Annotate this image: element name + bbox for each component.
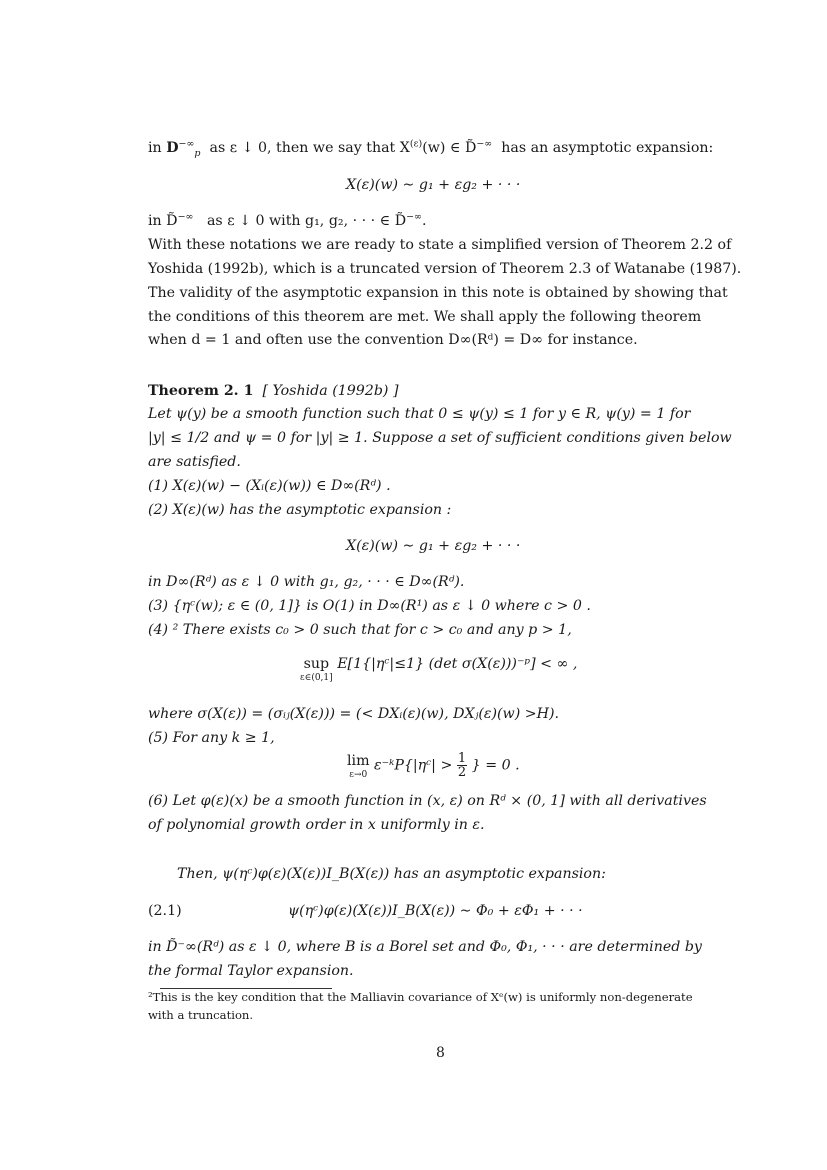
condition-2: (2) X(ε)(w) has the asymptotic expansion :	[148, 502, 452, 518]
para-line-3: The validity of the asymptotic expansion in this note is obtained by showing that	[148, 285, 728, 301]
eq3-body: E[1{|ηᶜ|≤1} (det σ(X(ε)))⁻ᵖ] < ∞ ,	[337, 656, 578, 672]
theorem-line-1: Let ψ(y) be a smooth function such that 0 ≤ ψ(y) ≤ 1 for y ∈ R, ψ(y) = 1 for	[148, 406, 691, 422]
line2-part-b: as ε ↓ 0 with g₁, g₂, · · · ∈ D̃	[206, 213, 407, 229]
condition-6-line-1: (6) Let φ(ε)(x) be a smooth function in (x, ε) on Rᵈ × (0, 1] with all derivatives	[148, 793, 707, 809]
line1-part-d: (w) ∈ D̃	[422, 140, 477, 156]
text-line-2: in D̃−∞ as ε ↓ 0 with g₁, g₂, · · · ∈ D̃−∞.	[148, 211, 427, 229]
para-line-1: With these notations we are ready to state a simplified version of Theorem 2.2 of	[148, 237, 732, 253]
condition-2-continued: in D∞(Rᵈ) as ε ↓ 0 with g₁, g₂, · · · ∈ D∞(Rᵈ).	[148, 574, 465, 590]
para-line-4: the conditions of this theorem are met. We shall apply the following theorem	[148, 309, 702, 325]
text-line-1: in $D^{-\infty}_p$ as ε ↓ 0, then we say that $X^{(\varepsilon)}(w)$ ∈ D̃−∞ has an asymptotic expansion:	[148, 138, 714, 159]
eq4-denominator: 2	[457, 765, 467, 780]
equation-5-label: (2.1)	[148, 903, 182, 919]
para-line-2: Yoshida (1992b), which is a truncated version of Theorem 2.3 of Watanabe (1987).	[148, 261, 742, 277]
condition-6-line-2: of polynomial growth order in x uniformly in ε.	[148, 817, 485, 833]
line1-part-c: as ε ↓ 0, then we say that X	[209, 140, 410, 156]
theorem-line-3: are satisfied.	[148, 454, 241, 470]
equation-4	[347, 752, 520, 780]
condition-4: (4) ² There exists c₀ > 0 such that for c > c₀ and any p > 1,	[148, 622, 572, 638]
eq4-lim-operator: lim	[347, 753, 370, 769]
eq3-sup-subscript: ε∈(0,1]	[300, 673, 333, 683]
conclusion-line: Then, ψ(ηᶜ)φ(ε)(X(ε))I_B(X(ε)) has an asymptotic expansion:	[177, 866, 606, 882]
condition-4-where: where σ(X(ε)) = (σᵢⱼ(X(ε))) = (< DXᵢ(ε)(w), DXⱼ(ε)(w) >H).	[148, 706, 560, 722]
eq4-part-b: } = 0 .	[471, 757, 520, 774]
page-number: 8	[436, 1045, 445, 1061]
footnote-line-1: ²This is the key condition that the Malliavin covariance of Xᵉ(w) is uniformly non-degenerate	[148, 990, 693, 1004]
equation-2: X(ε)(w) ∼ g₁ + εg₂ + · · ·	[346, 538, 521, 554]
line2-part-a: in D̃	[148, 213, 178, 229]
condition-5: (5) For any k ≥ 1,	[148, 730, 275, 746]
para-line-5: when d = 1 and often use the convention D∞(Rᵈ) = D∞ for instance.	[148, 332, 638, 348]
condition-3: (3) {ηᶜ(w); ε ∈ (0, 1]} is O(1) in D∞(R¹) as ε ↓ 0 where c > 0 .	[148, 598, 591, 614]
eq4-part-a: ε⁻ᵏP{|ηᶜ| >	[374, 757, 453, 774]
footnote-line-2: with a truncation.	[148, 1008, 254, 1022]
line1-space-symbol: D	[166, 140, 179, 156]
theorem-line-2: |y| ≤ 1/2 and ψ = 0 for |y| ≥ 1. Suppose a set of sufficient conditions given below	[148, 430, 732, 446]
eq3-sup-operator: sup	[303, 656, 330, 672]
line1-part-e: has an asymptotic expansion:	[501, 140, 714, 156]
theorem-reference: [ Yoshida (1992b) ]	[262, 383, 399, 399]
equation-1: X(ε)(w) ∼ g₁ + εg₂ + · · ·	[346, 177, 521, 193]
eq4-fraction	[457, 752, 467, 779]
footnote-rule	[160, 988, 332, 989]
eq4-lim-subscript: ε→0	[349, 770, 368, 780]
theorem-title: Theorem 2. 1	[148, 383, 254, 399]
ending-line-1: in D̃⁻∞(Rᵈ) as ε ↓ 0, where B is a Borel set and Φ₀, Φ₁, · · · are determined by	[148, 939, 702, 955]
equation-5: ψ(ηᶜ)φ(ε)(X(ε))I_B(X(ε)) ∼ Φ₀ + εΦ₁ + · · ·	[288, 903, 583, 919]
ending-line-2: the formal Taylor expansion.	[148, 963, 354, 979]
theorem-heading	[148, 382, 399, 400]
line1-part-a: in	[148, 140, 167, 156]
eq4-numerator: 1	[457, 751, 467, 766]
condition-1: (1) X(ε)(w) − (Xᵢ(ε)(w)) ∈ D∞(Rᵈ) .	[148, 478, 391, 494]
equation-3	[300, 655, 577, 683]
